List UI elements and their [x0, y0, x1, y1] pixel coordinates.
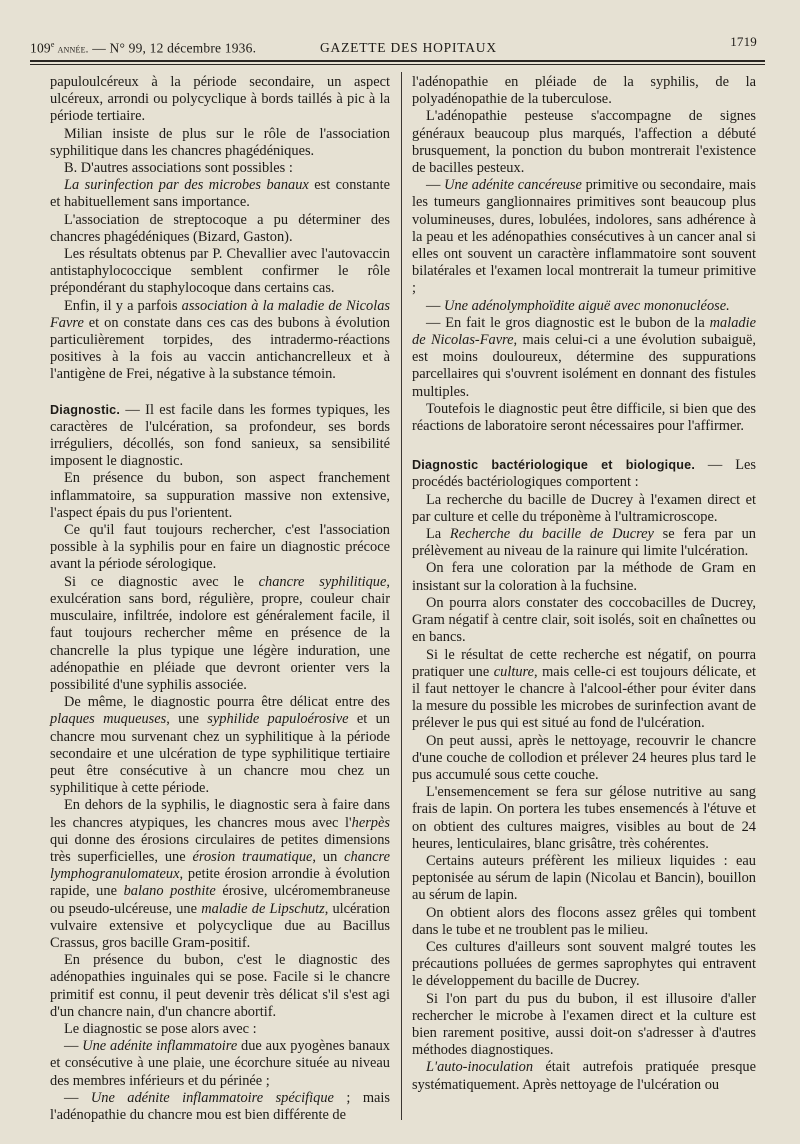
paragraph — [412, 647, 756, 733]
issue-ordinal: e — [50, 40, 55, 49]
paragraph: Milian insiste de plus sur le rôle de l'association syphilitique dans les chancres phagédéniques. — [50, 125, 390, 159]
paragraph: Ce qu'il faut toujours rechercher, c'est l'association possible à la syphilis pour en faire un diagnostic précoce avant la période sérologique. — [50, 522, 390, 573]
section-heading: Diagnostic. — [50, 402, 121, 417]
text-run: — — [64, 1038, 83, 1055]
text-run: se fera par un prélèvement au niveau de la rainure qui limite l'ulcération. — [412, 526, 756, 560]
issue-info — [30, 40, 256, 57]
paragraph — [50, 694, 390, 797]
text-run: De même, le diagnostic pourra être délicat entre des — [64, 694, 390, 711]
header-rule-thick — [30, 60, 765, 62]
paragraph: Ces cultures d'ailleurs sont souvent malgré toutes les précautions polluées de germes saprophytes qui entravent le développement du bacille de Ducrey. — [412, 938, 756, 990]
emphasis: Une adénite inflammatoire — [82, 1038, 238, 1055]
section-diagnostic — [50, 402, 390, 471]
emphasis: balano posthite — [123, 883, 216, 900]
paragraph: L'adénopathie pesteuse s'accompagne de signes généraux beaucoup plus marqués, l'affection a débuté brusquement, la ponction du bubon montrerait l'existence de bacilles pesteux. — [412, 108, 756, 177]
paragraph: L'ensemencement se fera sur gélose nutritive au sang frais de lapin. On portera les tubes ensemencés à l'étuve et on obtient des cultures maigres, visibles au bout de 24 heures, lenticulaires, blanc grisâtre, très cohérentes. — [412, 784, 756, 852]
text-run: , une — [166, 711, 208, 728]
paragraph: l'adénopathie en pléiade de la syphilis, de la polyadénopathie de la tuberculose. — [412, 74, 756, 108]
text-run: était autrefois pratiquée presque systématiquement. Après nettoyage de l'ulcération ou — [412, 1059, 756, 1093]
issue-date: — N° 99, 12 décembre 1936. — [88, 40, 257, 56]
page-number: 1719 — [730, 34, 757, 49]
emphasis: association à la maladie de Nicolas Favre — [50, 297, 390, 331]
paragraph — [50, 797, 390, 952]
paragraph: On fera une coloration par la méthode de Gram en insistant sur la coloration à la fuchsine. — [412, 560, 756, 594]
page-header — [30, 34, 765, 60]
emphasis: La surinfection par des microbes banaux — [64, 177, 309, 194]
paragraph: B. D'autres associations sont possibles : — [64, 160, 293, 177]
paragraph — [50, 298, 390, 384]
text-run: — — [426, 177, 445, 194]
right-column — [412, 74, 756, 1094]
emphasis: L'auto-inoculation — [426, 1059, 534, 1076]
list-item — [50, 1090, 390, 1124]
text-run: due aux pyogènes banaux et consécutive à une plaie, une écorchure située au niveau des membres inférieurs et du périnée ; — [50, 1038, 390, 1089]
paragraph: Toutefois le diagnostic peut être difficile, si bien que des réactions de laboratoire seront nécessaires pour l'affirmer. — [412, 400, 756, 435]
text-run: — Les procédés bactériologiques comportent : — [412, 457, 756, 491]
text-run: primitive ou secondaire, mais les tumeurs ganglionnaires primitives sont beaucoup plus volumineuses, dures, lobulées, indolores, sans adhérence à la peau et les adénopathies consécutives à un cancer anal si elles ont souvent un caractère inflammatoire sont souvent bilatérales et l'examen local montrerait la tumeur primitive ; — [412, 177, 756, 297]
paragraph: Les résultats obtenus par P. Chevallier avec l'autovaccin antistaphylococcique semblent confirmer le rôle prépondérant du staphylocoque dans certains cas. — [50, 246, 390, 297]
header-rule-thin — [30, 64, 765, 65]
emphasis: plaques muqueuses — [50, 711, 167, 728]
paragraph: L'association de streptocoque a pu déterminer des chancres phagédéniques (Bizard, Gaston). — [50, 211, 390, 245]
emphasis: maladie de Nicolas-Favre — [412, 314, 756, 349]
issue-word: année. — [54, 43, 89, 56]
text-run: En dehors de la syphilis, le diagnostic sera à faire dans les chancres atypiques, les chancres mous avec l' — [50, 797, 390, 831]
emphasis: érosion traumatique — [192, 848, 313, 865]
emphasis: culture — [493, 663, 534, 680]
text-run: qui donne des érosions circulaires de petites dimensions très superficielles, une — [50, 831, 390, 865]
text-run: , mais celui-ci a une évolution subaiguë, est moins douloureux, détermine des suppurations parcellaires qui s'ouvrent isolément en donnant des fistules multiples. — [412, 332, 756, 400]
emphasis: Recherche du bacille de Ducrey — [449, 526, 654, 543]
text-run: , exulcération sans bord, régulière, propre, couleur chair musculaire, infiltrée, indolore est généralement facile, il faut toujours rechercher même en présence de la chancrelle la plus typique une légère induration, une adénopathie en pléiade que devront orienter vers la possibilité d'une syphilis associée. — [50, 573, 390, 693]
text-run: et un chancre mou survenant chez un syphilitique à la période secondaire et une ulcération de type syphilitique tertiaire peut être consécutive à un chancre mou chez un syphilitique à cette période. — [50, 711, 390, 797]
paragraph: Le diagnostic se pose alors avec : — [64, 1020, 257, 1037]
list-item — [412, 177, 756, 297]
text-run: et on constate dans ces cas des bubons à évolution particulièrement torpides, des intradermo-réactions positives à la fois au vaccin antichancrelleux et à l'antigène de Frei, négative à la substance témoin. — [50, 314, 390, 383]
text-run: érosive, ulcéromembraneuse ou pseudo-ulcéreuse, une — [50, 883, 391, 917]
paragraph — [50, 574, 390, 694]
section-heading: Diagnostic bactériologique et biologique. — [412, 458, 696, 473]
section-bacteriological — [412, 457, 756, 491]
text-run: , ulcération vulvaire extensive et polycyclique due au Bacillus Crassus, gros bacille Gram-positif. — [50, 900, 390, 951]
text-run: — — [426, 297, 444, 314]
paragraph: papuloulcéreux à la période secondaire, un aspect ulcéreux, arrondi ou polycyclique à bords taillés à pic à la période tertiaire. — [50, 74, 390, 125]
emphasis: chancre syphilitique — [258, 573, 387, 590]
emphasis: Une adénite cancéreuse — [444, 177, 582, 194]
issue-number: 109 — [30, 40, 51, 56]
text-run: Enfin, il y a parfois — [64, 297, 182, 314]
text-run: , mais celle-ci est toujours délicate, et il faut nettoyer le chancre à l'alcool-éther pour éviter dans la mesure du possible les microbes de surinfection avant de prélever le pus qui est situé au fond de l'ulcération. — [412, 663, 756, 732]
text-run: Si ce diagnostic avec le — [64, 573, 259, 590]
journal-title: GAZETTE DES HOPITAUX — [320, 40, 497, 55]
emphasis: chancre lymphogranulomateux — [50, 848, 390, 883]
paragraph: En présence du bubon, son aspect franchement inflammatoire, sa suppuration massive non extensive, l'aspect épais du pus l'orientent. — [50, 470, 390, 521]
emphasis: syphilide papuloérosive — [207, 711, 349, 728]
paragraph: En présence du bubon, c'est le diagnostic des adénopathies inguinales qui se pose. Facile si le chancre primitif est connu, il peut devenir très délicat s'il s'est agi d'un chancre nain, d'un chancre abortif. — [50, 952, 390, 1020]
paragraph — [50, 177, 390, 211]
emphasis: Une adénite inflammatoire spécifique — [90, 1089, 334, 1106]
left-column — [50, 74, 390, 1124]
text-run: La — [426, 526, 450, 543]
paragraph: Si l'on part du pus du bubon, il est illusoire d'aller rechercher le microbe à l'examen direct et la culture est bien rarement positive, aussi doit-on s'adresser à d'autres méthodes diagnostiques. — [412, 990, 756, 1059]
text-run: — Il est facile dans les formes typiques, les caractères de l'ulcération, sa profondeur, ses bords irréguliers, décollés, son fond sanieux, sa sensibilité imposent le diagnostic. — [50, 401, 390, 470]
text-run: Si le résultat de cette recherche est négatif, on pourra pratiquer une — [412, 646, 756, 680]
text-run: , petite érosion arrondie à évolution rapide, une — [50, 866, 390, 900]
text-run: , un — [312, 848, 345, 865]
list-item — [50, 1038, 390, 1090]
paragraph: On obtient alors des flocons assez grêles qui tombent dans le tube et ne troublent pas le milieu. — [412, 904, 756, 938]
emphasis: herpès — [351, 814, 390, 831]
paragraph — [412, 526, 756, 560]
emphasis: Une adénolymphoïdite aiguë avec mononucléose. — [444, 297, 730, 314]
paragraph: Certains auteurs préfèrent les milieux liquides : eau peptonisée au sérum de lapin (Nicolau et Bancin), bouillon au sérum de lapin. — [412, 852, 756, 904]
column-divider — [401, 72, 402, 1120]
paragraph: On pourra alors constater des coccobacilles de Ducrey, Gram négatif à centre clair, soit isolés, soit en chaînettes ou en bancs. — [412, 594, 756, 646]
text-run: — — [64, 1089, 91, 1106]
paragraph — [412, 315, 756, 401]
emphasis: maladie de Lipschutz — [201, 900, 325, 917]
paragraph: On peut aussi, après le nettoyage, recouvrir le chancre d'une couche de collodion et prélever 24 heures plus tard le pus accumulé sous cette couche. — [412, 732, 756, 783]
paragraph: La recherche du bacille de Ducrey à l'examen direct et par culture et celle du tréponème à l'ultramicroscope. — [412, 491, 756, 525]
text-run: est constante et habituellement sans importance. — [50, 177, 391, 211]
paragraph — [412, 1059, 756, 1093]
text-run: ; mais l'adénopathie du chancre mou est bien différente de — [50, 1089, 391, 1123]
list-item — [412, 298, 756, 315]
text-run: — En fait le gros diagnostic est le bubon de la — [426, 314, 710, 331]
